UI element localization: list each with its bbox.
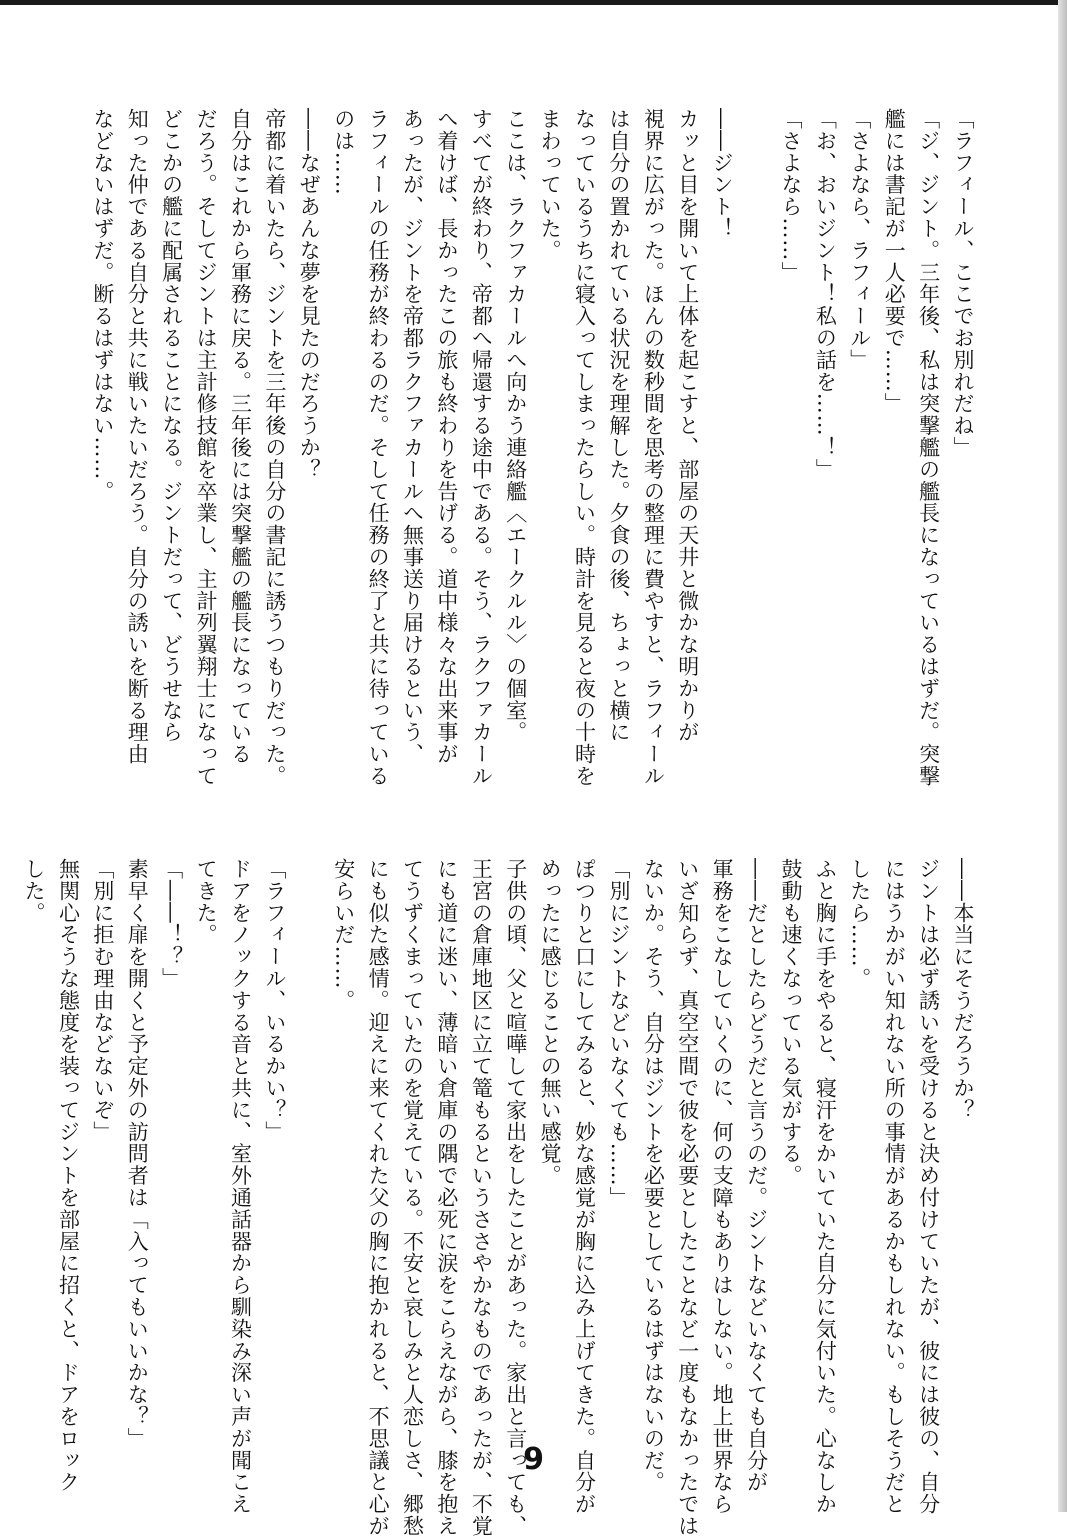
text-line: へ着けば、長かったこの旅も終わりを告げる。道中様々な出来事が (434, 108, 459, 765)
text-line: 「お、おいジント！私の話を……！」 (813, 108, 838, 481)
text-line: 「ラフィール、ここでお別れだね」 (951, 108, 975, 459)
text-line: した。 (22, 858, 47, 924)
text-line: だろう。そしてジントは主計修技館を卒業し、主計列翼翔士になって (194, 108, 219, 787)
text-line: どこかの艦に配属されることになる。ジントだって、どうせなら (159, 108, 184, 744)
text-line: 自分はこれから軍務に戻る。三年後には突撃艦の艦長になっている (228, 108, 253, 765)
text-line: ――本当にそうだろうか？ (951, 858, 975, 1121)
text-line: 「別に拒む理由などないぞ」 (90, 858, 115, 1143)
text-line: カッと目を開いて上体を起こすと、部屋の天井と微かな明かりが (675, 108, 700, 744)
text-line (739, 108, 773, 738)
text-line: てきた。 (194, 858, 219, 946)
text-line: てうずくまっていたのを覚えている。不安と哀しみと人恋しさ、郷愁 (400, 858, 425, 1537)
text-line: めったに感じることの無い感覚。 (538, 858, 563, 1187)
text-line: は自分の置かれている状況を理解した。夕食の後、ちょっと横に (606, 108, 631, 744)
text-line: ――ジント！ (710, 108, 735, 240)
text-line: ふと胸に手をやると、寝汗をかいていた自分に気付いた。心なしか (813, 858, 838, 1515)
text-line: 鼓動も速くなっている気がする。 (778, 858, 803, 1187)
text-line: なっているうちに寝入ってしまったらしい。時計を見ると夜の十時を (572, 108, 597, 787)
text-line: にも似た感情。迎えに来てくれた父の胸に抱かれると、不思議と心が (366, 858, 391, 1537)
text-line: すべてが終わり、帝都へ帰還する途中である。そう、ラクファカール (469, 108, 494, 787)
text-line: ないか。そう、自分はジントを必要としているはずはないのだ。 (641, 858, 666, 1494)
text-line: 王宮の倉庫地区に立て篭もるというささやかなものであったが、不覚 (469, 858, 494, 1537)
text-line: などないはずだ。断るはずはない……。 (90, 108, 115, 503)
text-line: 知った仲である自分と共に戦いたいだろう。自分の誘いを断る理由 (125, 108, 150, 765)
text-line: 軍務をこなしていくのに、何の支障もありはしない。地上世界なら (710, 858, 735, 1515)
text-line: ぽつりと口にしてみると、妙な感覚が胸に込み上げてきた。自分が (572, 858, 597, 1515)
text-line: 安らいだ……。 (331, 858, 356, 1012)
text-line: 「別にジントなどいなくても……」 (606, 858, 631, 1209)
text-line: 視界に広がった。ほんの数秒間を思考の整理に費やすと、ラフィール (641, 108, 666, 787)
text-line: のは…… (331, 108, 356, 196)
text-line: ラフィールの任務が終わるのだ。そして任務の終了と共に待っている (366, 108, 391, 787)
page-number: 9 (523, 1442, 544, 1477)
text-line (292, 858, 326, 1458)
text-line: 素早く扉を開くと予定外の訪問者は「入ってもいいかな？」 (125, 858, 150, 1450)
text-line: 「ジ、ジント。三年後、私は突撃艦の艦長になっているはずだ。突撃 (916, 108, 941, 787)
text-line: 子供の頃、父と喧嘩して家出をしたことがあった。家出と言っても、 (503, 858, 528, 1537)
text-line: まわっていた。 (538, 108, 563, 262)
text-line: 「さよなら……」 (778, 108, 803, 284)
text-line: 無関心そうな態度を装ってジントを部屋に招くと、ドアをロック (56, 858, 81, 1494)
text-line: いざ知らず、真空空間で彼を必要としたことなど一度もなかったでは (675, 858, 700, 1537)
text-line: ドアをノックする音と共に、室外通話器から馴染み深い声が聞こえ (228, 858, 253, 1515)
top-edge-rule (0, 0, 1067, 5)
text-line: にはうかがい知れない所の事情があるかもしれない。もしそうだと (882, 858, 907, 1515)
text-line: 「ラフィール、いるかい？」 (262, 858, 287, 1143)
text-line: 帝都に着いたら、ジントを三年後の自分の書記に誘うつもりだった。 (262, 108, 287, 787)
text-block-top (60, 108, 980, 787)
text-line: あったが、ジントを帝都ラクファカールへ無事送り届けるという、 (400, 108, 425, 765)
text-line: 「さよなら、ラフィール」 (847, 108, 872, 371)
right-page-edge (1058, 0, 1067, 1512)
text-line: 艦には書記が一人必要で……」 (882, 108, 907, 415)
text-line: ジントは必ず誘いを受けると決め付けていたが、彼には彼の、自分 (916, 858, 941, 1515)
text-line: にも道に迷い、薄暗い倉庫の隅で必死に涙をこらえながら、膝を抱え (434, 858, 459, 1537)
text-line: ここは、ラクファカールへ向かう連絡艦〈エークルル〉の個室。 (503, 108, 528, 744)
text-line: ――なぜあんな夢を見たのだろうか？ (297, 108, 322, 481)
text-line: 「――！？」 (159, 858, 184, 990)
text-line: したら……。 (847, 858, 872, 990)
text-line: ――だとしたらどうだと言うのだ。ジントなどいなくても自分が (744, 858, 769, 1494)
text-block-bottom (22, 858, 980, 1537)
